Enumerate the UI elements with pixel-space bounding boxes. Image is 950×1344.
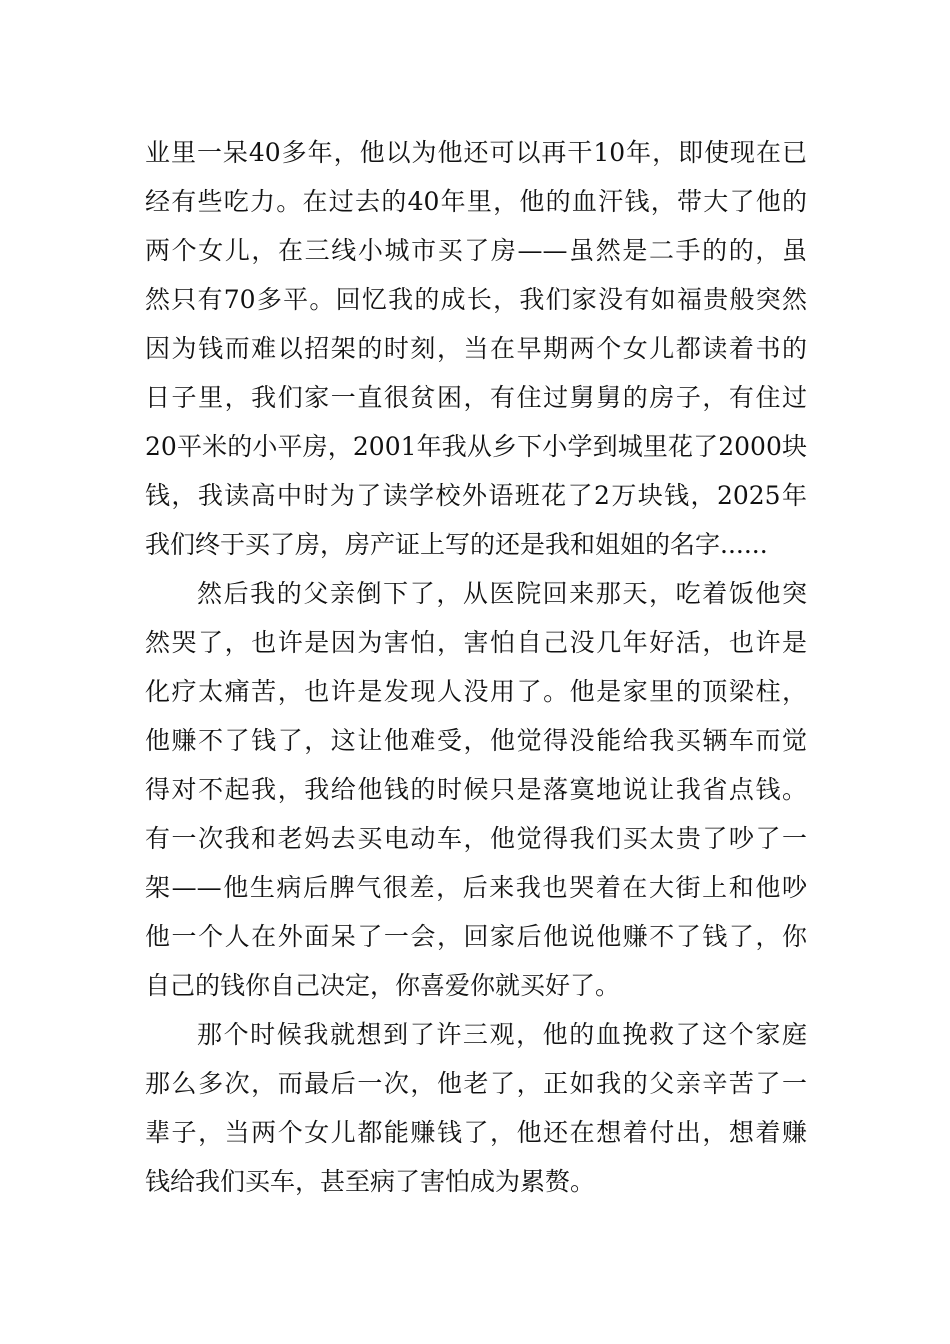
paragraph-1-line-7: 20平米的小平房，2001年我从乡下小学到城里花了2000块 — [145, 432, 807, 461]
paragraph-2-line-3: 化疗太痛苦，也许是发现人没用了。他是家里的顶梁柱， — [145, 677, 807, 706]
paragraph-2-line-2: 然哭了，也许是因为害怕，害怕自己没几年好活，也许是 — [145, 628, 807, 657]
paragraph-1-line-9: 我们终于买了房，房产证上写的还是我和姐姐的名字...... — [145, 530, 768, 559]
document-body — [145, 128, 807, 1206]
paragraph-2-line-8: 他一个人在外面呆了一会，回家后他说他赚不了钱了，你 — [145, 922, 807, 951]
paragraph-2-line-9: 自己的钱你自己决定，你喜爱你就买好了。 — [145, 971, 621, 1000]
paragraph-3-line-2: 那么多次，而最后一次，他老了，正如我的父亲辛苦了一 — [145, 1069, 807, 1098]
paragraph-3-line-4: 钱给我们买车，甚至病了害怕成为累赘。 — [145, 1167, 596, 1196]
paragraph-2-line-7: 架——他生病后脾气很差，后来我也哭着在大街上和他吵 — [145, 873, 807, 902]
paragraph-2-line-1: 然后我的父亲倒下了，从医院回来那天，吃着饭他突 — [197, 579, 807, 608]
paragraph-1-line-8: 钱，我读高中时为了读学校外语班花了2万块钱，2025年 — [145, 481, 807, 510]
paragraph-3-line-3: 辈子，当两个女儿都能赚钱了，他还在想着付出，想着赚 — [145, 1118, 807, 1147]
paragraph-1-line-2: 经有些吃力。在过去的40年里，他的血汗钱，带大了他的 — [145, 187, 807, 216]
paragraph-1-line-6: 日子里，我们家一直很贫困，有住过舅舅的房子，有住过 — [145, 383, 807, 412]
paragraph-1-line-4: 然只有70多平。回忆我的成长，我们家没有如福贵般突然 — [145, 285, 807, 314]
paragraph-3-line-1: 那个时候我就想到了许三观，他的血挽救了这个家庭 — [197, 1020, 807, 1049]
paragraph-2-line-5: 得对不起我，我给他钱的时候只是落寞地说让我省点钱。 — [145, 775, 807, 804]
paragraph-1-line-5: 因为钱而难以招架的时刻，当在早期两个女儿都读着书的 — [145, 334, 807, 363]
paragraph-2-line-4: 他赚不了钱了，这让他难受，他觉得没能给我买辆车而觉 — [145, 726, 807, 755]
paragraph-1-line-1: 业里一呆40多年，他以为他还可以再干10年，即使现在已 — [145, 138, 807, 167]
paragraph-1-line-3: 两个女儿，在三线小城市买了房——虽然是二手的的，虽 — [145, 236, 807, 265]
paragraph-2-line-6: 有一次我和老妈去买电动车，他觉得我们买太贵了吵了一 — [145, 824, 807, 853]
